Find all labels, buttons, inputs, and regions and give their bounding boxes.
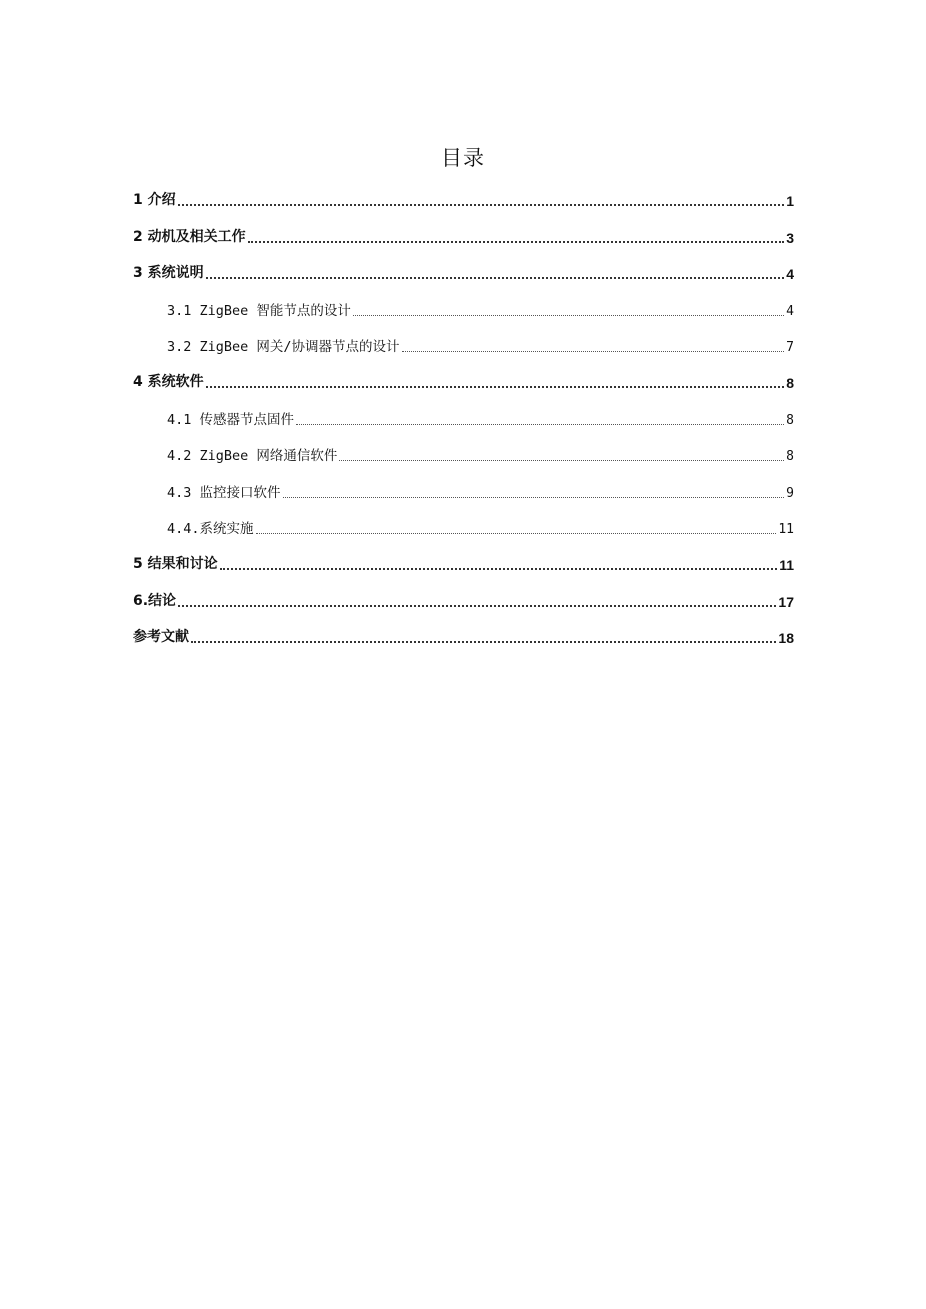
- toc-entry-page: 8: [786, 375, 794, 392]
- dot-leader: [178, 204, 785, 206]
- dot-leader: [283, 497, 785, 498]
- toc-entry-text: 1 介绍: [133, 192, 176, 209]
- dot-leader: [248, 241, 785, 243]
- toc-subentry[interactable]: [133, 510, 794, 546]
- dot-leader: [206, 386, 785, 388]
- dot-leader: [353, 315, 784, 316]
- toc-entry-page: 4: [786, 303, 794, 319]
- toc-entry-page: 11: [779, 557, 794, 574]
- dot-leader: [256, 533, 777, 534]
- toc-entry-page: 8: [786, 449, 794, 465]
- toc-subentry[interactable]: [133, 473, 794, 509]
- toc-subentry[interactable]: [133, 437, 794, 473]
- table-of-contents: [133, 182, 794, 655]
- toc-entry-page: 7: [786, 339, 794, 355]
- toc-entry-text: 5 结果和讨论: [133, 556, 218, 573]
- toc-entry-page: 18: [778, 630, 794, 647]
- toc-entry-text: 4.2 ZigBee 网络通信软件: [167, 448, 338, 465]
- toc-subentry[interactable]: [133, 291, 794, 327]
- toc-entry[interactable]: [133, 255, 794, 291]
- toc-entry-page: 9: [786, 485, 794, 501]
- dot-leader: [191, 641, 776, 643]
- toc-entry-page: 4: [786, 266, 794, 283]
- toc-entry-page: 17: [778, 593, 794, 610]
- toc-entry-text: 4.4.系统实施: [167, 520, 254, 537]
- toc-entry-text: 3.2 ZigBee 网关/协调器节点的设计: [167, 338, 400, 355]
- toc-entry-page: 1: [786, 193, 794, 210]
- toc-entry-text: 6.结论: [133, 592, 177, 609]
- dot-leader: [220, 568, 778, 570]
- toc-entry-page: 8: [786, 412, 794, 428]
- toc-entry-text: 4 系统软件: [133, 374, 204, 391]
- toc-entry-text: 3 系统说明: [133, 265, 204, 282]
- toc-entry[interactable]: [133, 546, 794, 582]
- dot-leader: [402, 351, 785, 352]
- toc-subentry[interactable]: [133, 328, 794, 364]
- toc-entry-text: 3.1 ZigBee 智能节点的设计: [167, 302, 351, 319]
- dot-leader: [296, 424, 784, 425]
- toc-entry[interactable]: [133, 364, 794, 400]
- dot-leader: [339, 460, 784, 461]
- toc-entry[interactable]: [133, 182, 794, 218]
- toc-entry-text: 4.3 监控接口软件: [167, 484, 281, 501]
- dot-leader: [178, 605, 776, 607]
- toc-title: 目录: [441, 146, 485, 170]
- toc-entry-text: 参考文献: [133, 629, 189, 646]
- toc-entry-text: 2 动机及相关工作: [133, 228, 246, 245]
- toc-entry[interactable]: [133, 218, 794, 254]
- toc-entry[interactable]: [133, 619, 794, 655]
- dot-leader: [206, 277, 785, 279]
- toc-entry[interactable]: [133, 582, 794, 618]
- toc-entry-page: 3: [786, 229, 794, 246]
- toc-entry-page: 11: [778, 521, 794, 537]
- toc-subentry[interactable]: [133, 400, 794, 436]
- toc-entry-text: 4.1 传感器节点固件: [167, 411, 295, 428]
